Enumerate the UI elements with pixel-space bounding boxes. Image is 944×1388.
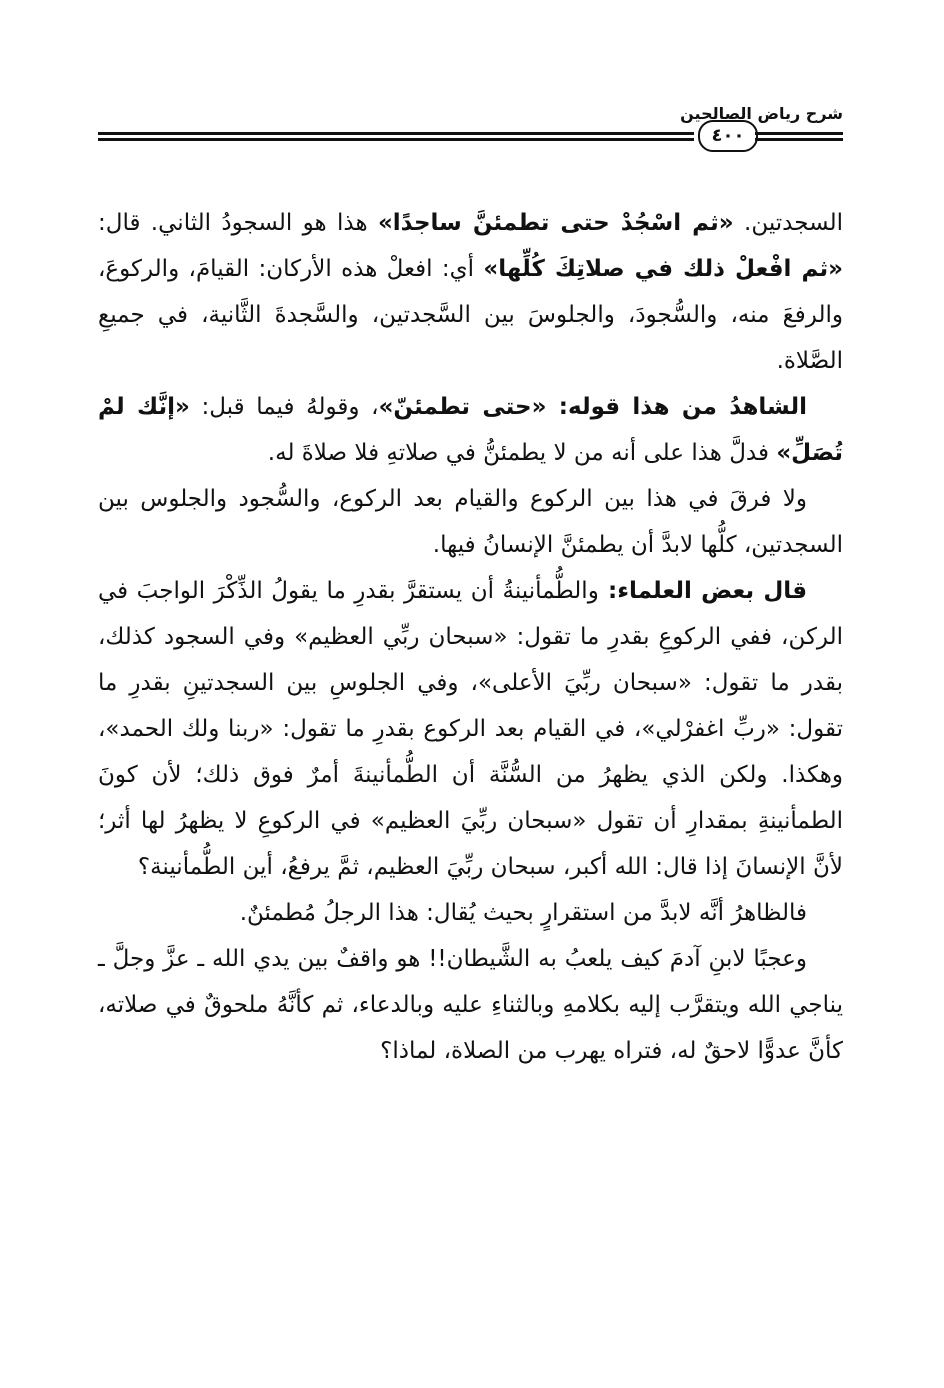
header-rule (755, 138, 843, 141)
header-rule (98, 138, 694, 141)
text-segment: والطُّمأنينةُ أن يستقرَّ بقدرِ ما يقولُ الذِّكْرَ الواجبَ في الركن، ففي الركوعِ بقدرِ ما تقول: «سبحان ربِّي العظيم» وفي السجود كذلك، بقدر ما تقول: «سبحان ربِّيَ الأعلى»، وفي الجلوسِ بين السجدتينِ بقدرِ ما تقول: «ربِّ اغفرْلي»، في القيام بعد الركوع بقدرِ ما تقول: «ربنا ولك الحمد»، وهكذا. ولكن الذي يظهرُ من السُّنَّة أن الطُّمأنينةَ أمرٌ فوق ذلك؛ لأن كونَ الطمأنينةِ بمقدارِ أن تقول «سبحان ربِّيَ العظيم» في الركوعِ لا يظهرُ لها أثر؛ لأنَّ الإنسانَ إذا قال: الله أكبر، سبحان ربِّيَ العظيم، ثمَّ يرفعُ، أين الطُّمأنينة؟ (98, 578, 843, 880)
text-segment: ، وقولهُ فيما قبل: (189, 394, 379, 420)
page-header (98, 100, 843, 160)
paragraph (98, 384, 843, 476)
paragraph (98, 476, 843, 568)
page-body (98, 200, 843, 1074)
text-segment: السجدتين. (733, 210, 844, 236)
text-segment: أي: افعلْ هذه الأركان: القيامَ، والركوعَ، والرفعَ منه، والسُّجودَ، والجلوسَ بين السَّجدتين، والسَّجدةَ الثَّانية، في جميعِ الصَّلاة. (98, 256, 843, 374)
text-segment: وعجبًا لابنِ آدمَ كيف يلعبُ به الشَّيطان!! هو واقفٌ بين يدي الله ـ عزَّ وجلَّ ـ يناجي الله ويتقرَّب إليه بكلامهِ وبالثناءِ عليه وبالدعاء، ثم كأنَّهُ ملحوقٌ في صلاته، كأنَّ عدوًّا لاحقٌ له، فتراه يهرب من الصلاة، لماذا؟ (98, 946, 843, 1064)
text-segment: ولا فرقَ في هذا بين الركوع والقيام بعد الركوع، والسُّجود والجلوس بين السجدتين، كلُّها لابدَّ أن يطمئنَّ الإنسانُ فيها. (98, 486, 843, 558)
paragraph (98, 568, 843, 890)
paragraph (98, 936, 843, 1074)
hadith-quote: «ثم افْعلْ ذلك في صلاتِكَ كُلِّها» (483, 256, 843, 282)
hadith-quote: «ثم اسْجُدْ حتى تطمئنَّ ساجدًا» (377, 210, 734, 236)
book-title: شرح رياض الصالحين (680, 104, 843, 123)
hadith-quote: «حتى تطمئنّ» (378, 394, 547, 420)
page-number: ٤٠٠ (698, 120, 758, 152)
hadith-quote: «إنَّك لمْ تُصَلِّ» (98, 394, 843, 466)
paragraph (98, 890, 843, 936)
text-segment: فدلَّ هذا على أنه من لا يطمئنُّ في صلاتهِ فلا صلاةَ له. (267, 440, 777, 466)
header-rule (755, 132, 843, 135)
section-lead: الشاهدُ من هذا قوله: (546, 394, 807, 420)
paragraph (98, 200, 843, 384)
header-rule (98, 132, 694, 135)
section-lead: قال بعض العلماء: (598, 578, 808, 604)
text-segment: فالظاهرُ أنَّه لابدَّ من استقرارٍ بحيث يُقال: هذا الرجلُ مُطمئنٌ. (239, 900, 807, 926)
text-segment: هذا هو السجودُ الثاني. قال: (98, 210, 378, 236)
